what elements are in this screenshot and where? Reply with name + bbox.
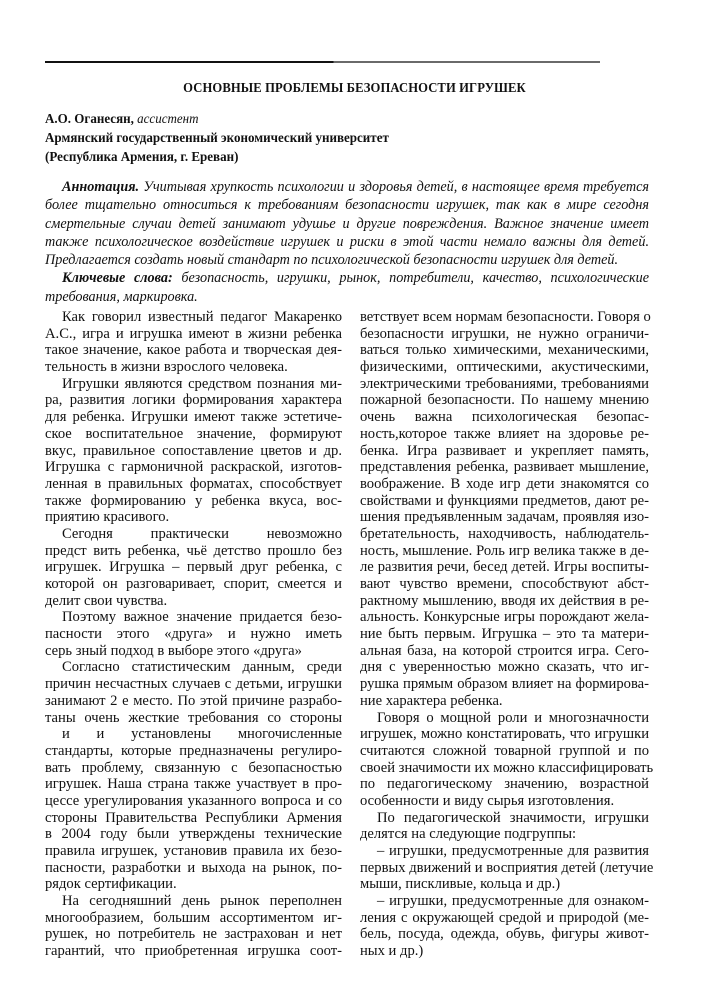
body-text-line: рушка прямым образом влияет на формирова- (360, 676, 649, 693)
body-text-line: ленная в правильных форматах, способствует (45, 475, 342, 492)
body-text-line: в 2004 году были утверждены технические (45, 826, 342, 843)
body-text-line: причин несчастных случаев с детьми, игрушки (45, 676, 342, 693)
body-text-line: считаются сложной товарной группой и по (360, 742, 649, 759)
abstract-line: Предлагается создать новый стандарт по психологической безопасности игрушек для детей. (45, 252, 619, 269)
body-text-line: занимают 2 е место. По этой причине разрабо- (45, 692, 342, 709)
affiliation: Армянский государственный экономический университет (45, 131, 389, 146)
body-text-line: бель, посуда, одежда, обувь, фигуры живот- (360, 926, 649, 943)
body-text-line: вкус, правильное сопоставление цветов и др. (45, 442, 342, 459)
author-line (45, 110, 389, 129)
body-text-line: стандарты, которые предназначены регулиро- (45, 742, 342, 759)
body-text-line: приятию красивого. (45, 509, 170, 526)
author-role: ассистент (137, 112, 199, 127)
body-text-line: ле развития речи, бесед детей. Игры воспиты- (360, 559, 649, 576)
body-text-line: которой он разговаривает, спорит, смеется и (45, 576, 342, 592)
body-text-line: альная база, на которой строится игра. Сего- (360, 642, 649, 659)
body-right-column (360, 309, 654, 960)
body-text-line: мыши, пискливые, кольца и др.) (360, 876, 561, 893)
body-text-line: первых движений и восприятия детей (летучие (360, 859, 654, 876)
abstract (45, 178, 649, 306)
body-text-line: воображение. В ходе игр дети знакомятся со (360, 475, 649, 492)
body-text-line: Согласно статистическим данным, среди (62, 659, 342, 676)
author-name: А.О. Оганесян, (45, 112, 134, 127)
body-text-line: вать проблему, связанную с безопасностью (45, 759, 342, 776)
body-text-line: шения предъявленным задачам, проявляя изо- (360, 509, 649, 526)
body-text-line: цессе урегулирования указанного вопроса и со (45, 792, 342, 809)
abstract-line: более тщательно относиться к требованиям безопасности игрушек, так как в мире сегодня (45, 197, 649, 214)
body-text-line: свойствами и функциями предметов, дают ре- (360, 492, 649, 509)
body-text-line: также формированию у ребенка вкуса, вос- (45, 492, 342, 509)
body-left-column (45, 309, 342, 960)
body-text-line: ваться только химическими, механическими, (360, 342, 649, 359)
body-text-line: пасности, разработки и выхода на рынок, по- (45, 859, 342, 876)
body-text-line: дня с уверенностью можно сказать, что иг- (360, 659, 649, 676)
body-text-line: ние характера ребенка. (360, 692, 503, 709)
body-text-line: представления ребенка, развивает мышление, (360, 459, 649, 476)
body-text-line: правила игрушек, установив правила их безо- (45, 843, 342, 859)
body-text-line: Говоря о мощной роли и многозначности (377, 709, 649, 726)
body-text-line: – игрушки, предусмотренные для ознаком- (377, 893, 649, 910)
abstract-line: Аннотация. Учитывая хрупкость психологии и здоровья детей, в настоящее время требуется (62, 179, 649, 195)
body-text-line: рактному мышлению, вводя их действия в ре- (360, 592, 649, 609)
body-text-line: электрическими требованиями, требованиями (360, 375, 649, 392)
body-text-line: По педагогической значимости, игрушки (377, 809, 649, 826)
keywords-line: Ключевые слова: безопасность, игрушки, рынок, потребители, качество, психологические (62, 270, 650, 287)
body-text-line: тельность в жизни взрослого человека. (45, 359, 288, 376)
abstract-line: также психологическое воздействие игрушек и риски в этой части немало важны для детей. (45, 233, 649, 250)
body-text-line: бенка. Игра развивает и укрепляет память, (360, 442, 649, 459)
body-text-line: ных и др.) (360, 943, 424, 960)
body-text-line: На сегодняшний день рынок переполнен (62, 893, 342, 910)
body-text-line: по педагогическому значению, возрастной (360, 776, 649, 793)
header-rule (45, 61, 600, 63)
body-text-line: Поэтому важное значение придается безо- (62, 609, 342, 626)
body-text-line: безопасности игрушки, не нужно ограничи- (360, 325, 649, 342)
body-text-line: бретательность, находчивость, наблюдатель- (360, 525, 649, 542)
body-text-line: Игрушка с гармоничной раскраской, изготов- (45, 459, 342, 476)
body-text-line: вают чувство времени, способствуют абст- (360, 576, 649, 592)
body-text-line: таны очень жесткие требования со стороны (45, 709, 342, 726)
body-text-line: серь зный подход в выборе этого «друга» (45, 642, 302, 659)
body-text-line: физическими, оптическими, акустическими, (360, 359, 649, 376)
body-text-line: ность, мышление. Роль игр велика также в де- (360, 542, 649, 559)
body-text-line: пожарной безопасности. По нашему мнению (360, 392, 649, 409)
body-text-line: ветствует всем нормам безопасности. Говоря о (360, 309, 651, 325)
body-text-line: стороны Правительства Республики Армения (45, 809, 342, 826)
body-text-line: игрушек. Наша страна также участвует в про- (45, 776, 342, 793)
body-text-line: и и установлены многочисленные (62, 726, 342, 743)
keywords-label: Ключевые слова: (62, 270, 173, 287)
body-text-line: ское воспитательное значение, формируют (45, 425, 342, 442)
body-text-line: особенности и виду сырья изготовления. (360, 792, 615, 809)
body-text-line: альность. Конкурсные игры порождают жела- (360, 609, 649, 626)
page-title: ОСНОВНЫЕ ПРОБЛЕМЫ БЕЗОПАСНОСТИ ИГРУШЕК (183, 80, 526, 95)
body-text-line: ние быть первым. Игрушка – это та матери- (360, 626, 649, 643)
body-text-line: делит свои чувства. (45, 592, 168, 609)
body-text-line: очень важна психологическая безопас- (360, 409, 649, 426)
body-text-line: делятся на следующие подгруппы: (360, 826, 577, 843)
keywords-line: требования, маркировка. (45, 288, 198, 305)
body-text-line: гарантий, что приобретенная игрушка соот- (45, 943, 342, 960)
location: (Республика Армения, г. Ереван) (45, 150, 239, 165)
abstract-label: Аннотация. (62, 179, 140, 195)
author-block (45, 110, 415, 167)
body-text-line: ра, развития логики формирования характера (45, 392, 342, 409)
body-text-line: А.С., игра и игрушка имеют в жизни ребенка (45, 325, 342, 342)
abstract-line: смертельные случаи детей занимают удушье и другие повреждения. Важное значение имеет (45, 215, 649, 232)
body-text-line: ления с окружающей средой и природой (ме- (360, 909, 649, 926)
body-text-line: Игрушки являются средством познания ми- (62, 375, 342, 392)
body-text-line: игрушек. Игрушка – первый друг ребенка, с (45, 559, 342, 576)
body-text-line: многообразием, большим ассортиментом иг- (45, 909, 342, 926)
body-text-line: – игрушки, предусмотренные для развития (377, 843, 649, 859)
body-text-line: рядок сертификации. (45, 876, 177, 893)
body-text-line: пасности этого «друга» и нужно иметь (45, 626, 342, 643)
body-text-line: своей значимости их можно классифицировать (360, 759, 654, 776)
body-text-line: игрушек, можно констатировать, что игрушки (360, 726, 649, 743)
body-text-line: Сегодня практически невозможно (62, 525, 342, 542)
body-text-line: рушек, но потребитель не застрахован и нет (45, 926, 342, 943)
body-text-line: ность,которое также влияет на здоровье ре- (360, 425, 649, 442)
body-text-line: для ребенка. Игрушки имеют также эстетиче- (45, 409, 342, 426)
body-text-line: Как говорил известный педагог Макаренко (62, 309, 342, 325)
body-text-line: предст вить ребенка, чьё детство прошло без (45, 542, 342, 559)
body-text-line: такое значение, какое работа и творческая дея- (45, 342, 342, 359)
